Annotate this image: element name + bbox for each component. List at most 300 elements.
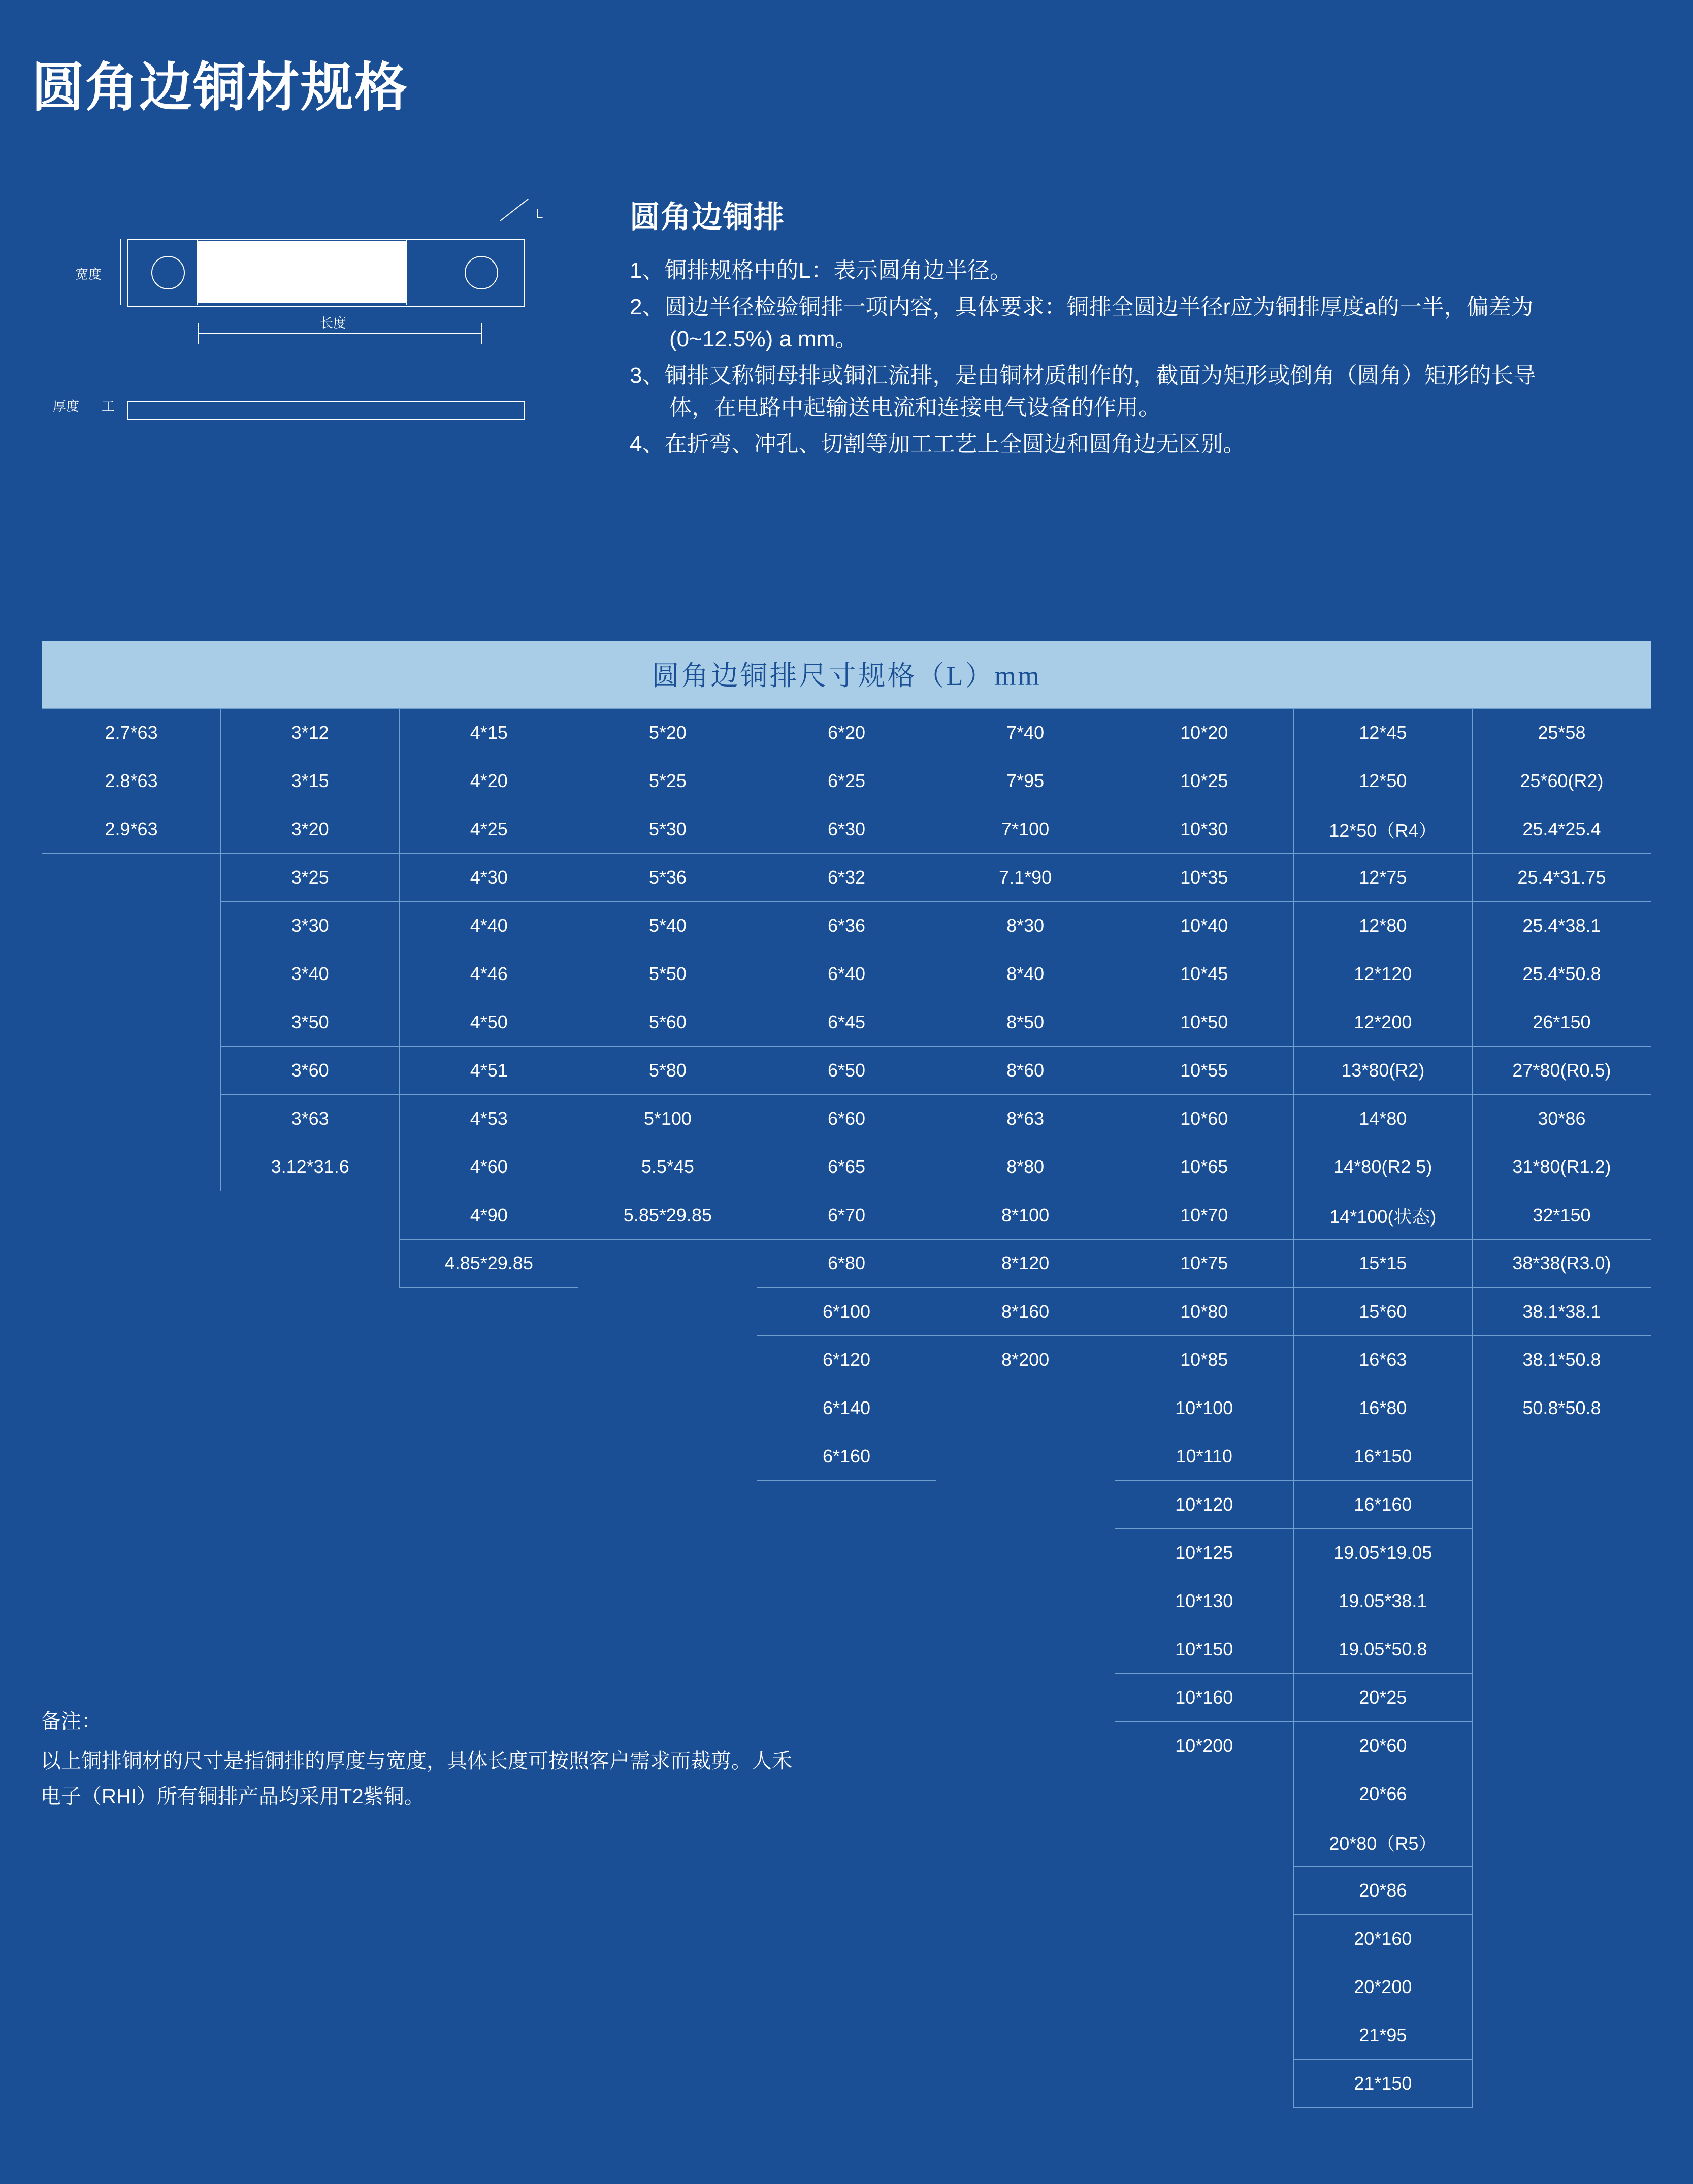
table-cell: 20*86 — [1293, 1867, 1472, 1915]
table-cell-empty — [221, 2060, 400, 2108]
table-cell-empty — [936, 1963, 1115, 2011]
table-cell-empty — [1472, 1818, 1651, 1867]
table-cell-empty — [757, 1481, 936, 1529]
table-row — [42, 1336, 1651, 1384]
table-cell-empty — [42, 1240, 221, 1288]
table-cell-empty — [1472, 1963, 1651, 2011]
table-cell-empty — [1472, 1625, 1651, 1674]
table-cell: 8*200 — [936, 1336, 1115, 1384]
table-cell-empty — [42, 2060, 221, 2108]
table-cell: 4*51 — [400, 1047, 578, 1095]
table-row — [42, 1481, 1651, 1529]
table-cell: 8*50 — [936, 998, 1115, 1047]
table-cell-empty — [221, 1288, 400, 1336]
table-row — [42, 854, 1651, 902]
table-cell: 4*90 — [400, 1191, 578, 1240]
table-cell: 16*160 — [1293, 1481, 1472, 1529]
table-cell: 20*25 — [1293, 1674, 1472, 1722]
table-cell-empty — [936, 1770, 1115, 1818]
diagram-label-radius: L — [536, 206, 543, 221]
table-cell: 7*100 — [936, 805, 1115, 854]
diagram-label-length: 长度 — [320, 315, 347, 331]
table-cell: 3*63 — [221, 1095, 400, 1143]
table-cell: 4*40 — [400, 902, 578, 950]
table-cell: 6*30 — [757, 805, 936, 854]
table-cell: 19.05*50.8 — [1293, 1625, 1472, 1674]
table-row — [42, 1625, 1651, 1674]
table-cell: 8*100 — [936, 1191, 1115, 1240]
table-cell-empty — [936, 2011, 1115, 2060]
table-cell: 8*30 — [936, 902, 1115, 950]
table-cell: 20*60 — [1293, 1722, 1472, 1770]
table-cell-empty — [757, 1529, 936, 1577]
table-cell: 6*65 — [757, 1143, 936, 1191]
page-title: 圆角边铜材规格 — [31, 58, 409, 117]
table-cell-empty — [400, 1336, 578, 1384]
table-cell: 8*160 — [936, 1288, 1115, 1336]
table-cell-empty — [221, 1432, 400, 1481]
table-cell: 3*25 — [221, 854, 400, 902]
table-cell-empty — [757, 1818, 936, 1867]
table-cell-empty — [221, 1529, 400, 1577]
table-cell-empty — [42, 998, 221, 1047]
table-cell: 13*80(R2) — [1293, 1047, 1472, 1095]
table-cell-empty — [42, 1963, 221, 2011]
table-cell-empty — [578, 1240, 757, 1288]
table-cell-empty — [1115, 2060, 1293, 2108]
table-cell-empty — [42, 1915, 221, 1963]
table-cell-empty — [42, 1577, 221, 1625]
table-row — [42, 1432, 1651, 1481]
table-cell: 15*15 — [1293, 1240, 1472, 1288]
table-cell: 6*120 — [757, 1336, 936, 1384]
table-cell-empty — [42, 1336, 221, 1384]
table-cell: 38*38(R3.0) — [1472, 1240, 1651, 1288]
table-cell: 10*75 — [1115, 1240, 1293, 1288]
diagram-length-tick-right — [481, 323, 482, 344]
table-cell: 16*150 — [1293, 1432, 1472, 1481]
table-cell-empty — [400, 1867, 578, 1915]
table-cell: 3*50 — [221, 998, 400, 1047]
table-cell-empty — [1115, 1867, 1293, 1915]
table-cell-empty — [757, 1867, 936, 1915]
table-cell-empty — [757, 2060, 936, 2108]
table-cell-empty — [936, 1481, 1115, 1529]
table-cell: 14*80 — [1293, 1095, 1472, 1143]
table-cell-empty — [42, 1288, 221, 1336]
table-cell-empty — [936, 1722, 1115, 1770]
table-cell-empty — [936, 1577, 1115, 1625]
table-row — [42, 1529, 1651, 1577]
table-cell-empty — [400, 1818, 578, 1867]
table-cell: 10*110 — [1115, 1432, 1293, 1481]
table-cell-empty — [1472, 2011, 1651, 2060]
table-cell-empty — [42, 1818, 221, 1867]
diagram-hole-left — [151, 256, 185, 289]
table-cell-empty — [400, 1963, 578, 2011]
table-cell: 27*80(R0.5) — [1472, 1047, 1651, 1095]
table-cell-empty — [1472, 1674, 1651, 1722]
table-cell: 25*60(R2) — [1472, 757, 1651, 805]
table-cell-empty — [936, 1625, 1115, 1674]
table-cell-empty — [1472, 1577, 1651, 1625]
table-row — [42, 1915, 1651, 1963]
table-cell-empty — [42, 1384, 221, 1432]
table-row — [42, 1288, 1651, 1336]
table-cell: 5.5*45 — [578, 1143, 757, 1191]
table-row — [42, 998, 1651, 1047]
table-cell-empty — [936, 1674, 1115, 1722]
table-cell-empty — [578, 1529, 757, 1577]
table-row — [42, 1963, 1651, 2011]
table-cell-empty — [400, 1625, 578, 1674]
table-cell-empty — [221, 1336, 400, 1384]
table-cell-empty — [221, 1915, 400, 1963]
diagram-label-thickness: 厚度 — [53, 399, 80, 414]
spec-table-header: 圆角边铜排尺寸规格（L）mm — [42, 641, 1651, 708]
table-cell-empty — [757, 1915, 936, 1963]
table-cell: 14*100(状态) — [1293, 1191, 1472, 1240]
table-cell-empty — [221, 1240, 400, 1288]
table-cell: 5.85*29.85 — [578, 1191, 757, 1240]
table-cell: 5*25 — [578, 757, 757, 805]
table-cell: 32*150 — [1472, 1191, 1651, 1240]
table-cell-empty — [221, 1384, 400, 1432]
table-cell-empty — [221, 1818, 400, 1867]
table-cell: 30*86 — [1472, 1095, 1651, 1143]
table-cell-empty — [42, 1047, 221, 1095]
table-row — [42, 1867, 1651, 1915]
diagram-top-fill — [198, 241, 406, 303]
table-cell: 12*120 — [1293, 950, 1472, 998]
table-cell-empty — [42, 902, 221, 950]
table-row — [42, 950, 1651, 998]
table-cell-empty — [400, 1432, 578, 1481]
table-cell: 3*40 — [221, 950, 400, 998]
intro-item-1: 1、铜排规格中的L：表示圆角边半径。 — [630, 258, 1012, 283]
table-cell: 12*45 — [1293, 709, 1472, 757]
table-cell-empty — [400, 1915, 578, 1963]
table-cell-empty — [936, 2060, 1115, 2108]
table-cell: 10*60 — [1115, 1095, 1293, 1143]
table-cell-empty — [1115, 1915, 1293, 1963]
table-cell-empty — [936, 1818, 1115, 1867]
table-cell: 10*160 — [1115, 1674, 1293, 1722]
table-cell-empty — [42, 1095, 221, 1143]
table-cell: 10*70 — [1115, 1191, 1293, 1240]
table-cell: 6*25 — [757, 757, 936, 805]
table-row — [42, 1143, 1651, 1191]
table-cell-empty — [1472, 1915, 1651, 1963]
table-cell: 10*100 — [1115, 1384, 1293, 1432]
table-cell: 10*65 — [1115, 1143, 1293, 1191]
table-cell-empty — [42, 1143, 221, 1191]
table-cell: 12*50 — [1293, 757, 1472, 805]
table-cell-empty — [936, 1432, 1115, 1481]
table-cell: 8*80 — [936, 1143, 1115, 1191]
table-cell: 38.1*50.8 — [1472, 1336, 1651, 1384]
table-cell: 25.4*31.75 — [1472, 854, 1651, 902]
table-cell-empty — [757, 2011, 936, 2060]
table-cell: 4*46 — [400, 950, 578, 998]
table-cell: 21*150 — [1293, 2060, 1472, 2108]
table-cell-empty — [1115, 2011, 1293, 2060]
table-cell: 8*40 — [936, 950, 1115, 998]
table-cell: 10*120 — [1115, 1481, 1293, 1529]
table-cell: 6*70 — [757, 1191, 936, 1240]
table-cell-empty — [578, 1818, 757, 1867]
table-cell: 2.7*63 — [42, 709, 221, 757]
intro-heading: 圆角边铜排 — [630, 200, 785, 234]
table-cell-empty — [221, 1481, 400, 1529]
table-cell: 25.4*25.4 — [1472, 805, 1651, 854]
table-cell: 8*63 — [936, 1095, 1115, 1143]
table-cell: 25*58 — [1472, 709, 1651, 757]
table-cell: 6*32 — [757, 854, 936, 902]
table-cell-empty — [42, 950, 221, 998]
table-cell: 10*45 — [1115, 950, 1293, 998]
table-cell: 14*80(R2 5) — [1293, 1143, 1472, 1191]
intro-item-4: 4、在折弯、冲孔、切割等加工工艺上全圆边和圆角边无区别。 — [630, 432, 1246, 457]
table-cell: 3*30 — [221, 902, 400, 950]
table-cell-empty — [578, 1336, 757, 1384]
table-cell-empty — [1472, 1529, 1651, 1577]
table-row — [42, 902, 1651, 950]
table-cell-empty — [1472, 1481, 1651, 1529]
table-cell: 6*40 — [757, 950, 936, 998]
table-cell: 3*12 — [221, 709, 400, 757]
table-row — [42, 1384, 1651, 1432]
table-cell-empty — [757, 1625, 936, 1674]
table-cell: 7.1*90 — [936, 854, 1115, 902]
table-cell: 10*200 — [1115, 1722, 1293, 1770]
table-cell-empty — [42, 1867, 221, 1915]
table-cell: 8*120 — [936, 1240, 1115, 1288]
table-cell-empty — [221, 1625, 400, 1674]
table-row — [42, 1095, 1651, 1143]
table-cell-empty — [936, 1529, 1115, 1577]
table-row — [42, 1191, 1651, 1240]
table-cell-empty — [578, 2060, 757, 2108]
table-cell: 10*85 — [1115, 1336, 1293, 1384]
table-row — [42, 1577, 1651, 1625]
spec-table — [42, 708, 1651, 2108]
table-cell: 25.4*38.1 — [1472, 902, 1651, 950]
diagram-side-outline — [127, 401, 525, 420]
table-cell: 10*125 — [1115, 1529, 1293, 1577]
table-cell: 10*50 — [1115, 998, 1293, 1047]
table-row — [42, 2011, 1651, 2060]
table-cell-empty — [1115, 1818, 1293, 1867]
table-cell-empty — [936, 1867, 1115, 1915]
table-cell: 12*50（R4） — [1293, 805, 1472, 854]
table-row — [42, 1240, 1651, 1288]
table-cell: 10*150 — [1115, 1625, 1293, 1674]
diagram-width-line — [120, 239, 121, 305]
table-cell-empty — [221, 1867, 400, 1915]
table-cell: 12*75 — [1293, 854, 1472, 902]
table-cell: 6*80 — [757, 1240, 936, 1288]
table-cell: 5*60 — [578, 998, 757, 1047]
table-cell: 16*80 — [1293, 1384, 1472, 1432]
table-cell-empty — [1472, 1867, 1651, 1915]
diagram-divider-right — [406, 239, 407, 305]
table-cell-empty — [578, 1915, 757, 1963]
table-cell-empty — [400, 1577, 578, 1625]
table-row — [42, 2060, 1651, 2108]
diagram-label-thickness-mark: 工 — [102, 399, 115, 414]
footnote-body: 以上铜排铜材的尺寸是指铜排的厚度与宽度，具体长度可按照客户需求而裁剪。人禾电子（RHI）所有铜排产品均采用T2紫铜。 — [41, 1750, 792, 1808]
table-cell-empty — [1472, 1722, 1651, 1770]
diagram-length-tick-left — [198, 323, 199, 344]
table-cell: 10*20 — [1115, 709, 1293, 757]
table-cell: 6*50 — [757, 1047, 936, 1095]
table-cell-empty — [578, 1288, 757, 1336]
table-cell: 4*53 — [400, 1095, 578, 1143]
table-cell: 5*80 — [578, 1047, 757, 1095]
table-cell: 31*80(R1.2) — [1472, 1143, 1651, 1191]
table-cell: 12*200 — [1293, 998, 1472, 1047]
table-cell-empty — [400, 1481, 578, 1529]
diagram-divider-left — [197, 239, 198, 305]
table-cell: 4*50 — [400, 998, 578, 1047]
table-cell: 4*20 — [400, 757, 578, 805]
table-cell: 4*15 — [400, 709, 578, 757]
table-cell: 50.8*50.8 — [1472, 1384, 1651, 1432]
table-cell: 10*130 — [1115, 1577, 1293, 1625]
table-cell: 19.05*38.1 — [1293, 1577, 1472, 1625]
table-cell-empty — [400, 2060, 578, 2108]
spec-table-wrap — [42, 641, 1651, 2108]
table-cell-empty — [42, 1432, 221, 1481]
table-cell: 10*30 — [1115, 805, 1293, 854]
table-cell: 6*36 — [757, 902, 936, 950]
busbar-diagram — [36, 206, 543, 477]
table-cell: 6*20 — [757, 709, 936, 757]
table-cell: 20*200 — [1293, 1963, 1472, 2011]
diagram-label-width: 宽度 — [75, 267, 102, 282]
table-cell-empty — [578, 1481, 757, 1529]
table-cell: 20*160 — [1293, 1915, 1472, 1963]
table-cell-empty — [42, 2011, 221, 2060]
diagram-hole-right — [465, 256, 498, 289]
table-cell: 12*80 — [1293, 902, 1472, 950]
table-cell: 5*20 — [578, 709, 757, 757]
table-cell: 2.8*63 — [42, 757, 221, 805]
table-cell-empty — [400, 1288, 578, 1336]
intro-block — [630, 193, 1544, 466]
table-row — [42, 1818, 1651, 1867]
table-cell: 3*60 — [221, 1047, 400, 1095]
table-cell: 5*40 — [578, 902, 757, 950]
table-cell-empty — [1472, 2060, 1651, 2108]
table-cell-empty — [42, 1481, 221, 1529]
table-cell-empty — [42, 1191, 221, 1240]
table-cell-empty — [936, 1384, 1115, 1432]
table-cell-empty — [400, 1384, 578, 1432]
table-cell-empty — [1115, 1963, 1293, 2011]
table-cell: 5*36 — [578, 854, 757, 902]
table-cell: 19.05*19.05 — [1293, 1529, 1472, 1577]
intro-item-2: 2、圆边半径检验铜排一项内容，具体要求：铜排全圆边半径r应为铜排厚度a的一半，偏差为(0~12.5%) a mm。 — [630, 295, 1534, 351]
intro-item-3: 3、铜排又称铜母排或铜汇流排，是由铜材质制作的，截面为矩形或倒角（圆角）矩形的长导体，在电路中起输送电流和连接电气设备的作用。 — [630, 363, 1536, 420]
table-cell-empty — [42, 1529, 221, 1577]
diagram-length-dim — [198, 333, 482, 334]
table-cell: 15*60 — [1293, 1288, 1472, 1336]
table-cell-empty — [42, 1625, 221, 1674]
table-cell: 5*30 — [578, 805, 757, 854]
table-cell-empty — [578, 2011, 757, 2060]
table-cell: 38.1*38.1 — [1472, 1288, 1651, 1336]
table-cell-empty — [221, 1963, 400, 2011]
table-cell-empty — [578, 1625, 757, 1674]
footnote-title: 备注： — [41, 1710, 102, 1733]
table-cell: 4*30 — [400, 854, 578, 902]
table-cell-empty — [1472, 1770, 1651, 1818]
diagram-radius-leader — [500, 199, 528, 221]
table-cell-empty — [1115, 1770, 1293, 1818]
table-cell: 7*40 — [936, 709, 1115, 757]
table-cell-empty — [578, 1867, 757, 1915]
table-cell-empty — [578, 1384, 757, 1432]
table-cell: 26*150 — [1472, 998, 1651, 1047]
table-cell-empty — [757, 1577, 936, 1625]
table-row — [42, 757, 1651, 805]
table-cell: 10*80 — [1115, 1288, 1293, 1336]
table-cell: 3*15 — [221, 757, 400, 805]
table-cell: 6*45 — [757, 998, 936, 1047]
table-cell: 2.9*63 — [42, 805, 221, 854]
table-cell: 20*80（R5） — [1293, 1818, 1472, 1867]
table-cell: 4*25 — [400, 805, 578, 854]
table-row — [42, 805, 1651, 854]
table-cell: 5*100 — [578, 1095, 757, 1143]
table-cell: 3.12*31.6 — [221, 1143, 400, 1191]
table-cell: 3*20 — [221, 805, 400, 854]
table-cell-empty — [42, 854, 221, 902]
table-cell-empty — [221, 2011, 400, 2060]
table-row — [42, 709, 1651, 757]
table-cell: 16*63 — [1293, 1336, 1472, 1384]
table-cell: 6*100 — [757, 1288, 936, 1336]
table-cell: 6*60 — [757, 1095, 936, 1143]
table-cell: 6*140 — [757, 1384, 936, 1432]
table-cell-empty — [578, 1963, 757, 2011]
table-cell-empty — [578, 1432, 757, 1481]
table-cell-empty — [578, 1577, 757, 1625]
footnote — [41, 1704, 802, 1814]
table-cell: 5*50 — [578, 950, 757, 998]
table-cell: 4*60 — [400, 1143, 578, 1191]
table-cell-empty — [221, 1577, 400, 1625]
table-cell: 10*35 — [1115, 854, 1293, 902]
table-cell-empty — [221, 1191, 400, 1240]
table-cell: 21*95 — [1293, 2011, 1472, 2060]
table-cell: 10*40 — [1115, 902, 1293, 950]
table-cell: 6*160 — [757, 1432, 936, 1481]
table-cell-empty — [757, 1963, 936, 2011]
table-cell-empty — [936, 1915, 1115, 1963]
table-cell: 4.85*29.85 — [400, 1240, 578, 1288]
table-cell-empty — [400, 1529, 578, 1577]
table-row — [42, 1047, 1651, 1095]
table-cell-empty — [1472, 1432, 1651, 1481]
table-cell: 7*95 — [936, 757, 1115, 805]
table-cell: 25.4*50.8 — [1472, 950, 1651, 998]
table-cell: 10*55 — [1115, 1047, 1293, 1095]
table-cell: 10*25 — [1115, 757, 1293, 805]
table-cell-empty — [400, 2011, 578, 2060]
